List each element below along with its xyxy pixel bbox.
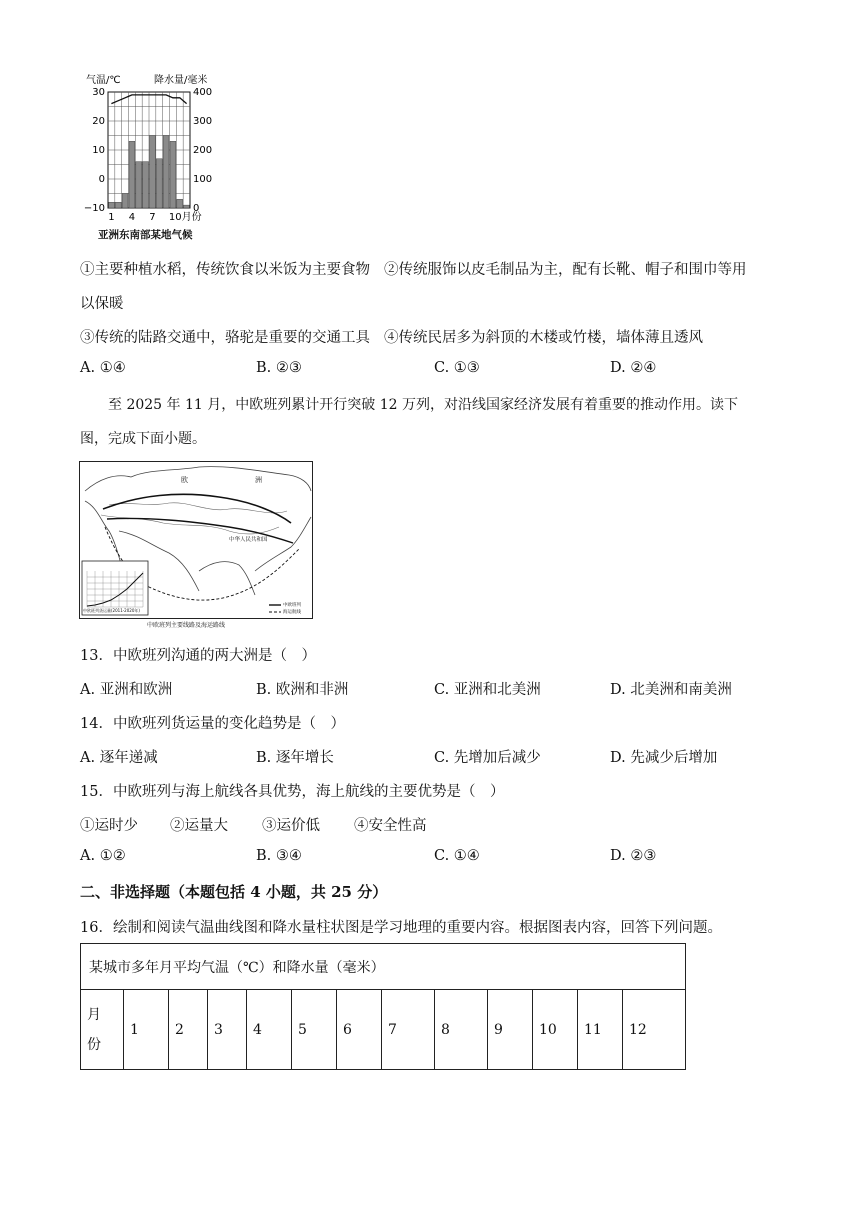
precip-bar xyxy=(150,136,156,209)
precip-bar xyxy=(122,194,128,209)
q13-option-c[interactable]: C. 亚洲和北美洲 xyxy=(434,682,541,698)
q15-option-b[interactable]: B. ③④ xyxy=(256,848,302,864)
intro-line-1: 至 2025 年 11 月，中欧班列累计开行突破 12 万列，对沿线国家经济发展有着重要的推动作用。读下 xyxy=(108,397,738,413)
route-map xyxy=(79,461,313,629)
temp-tick-label: 30 xyxy=(92,87,105,98)
table-month-cell: 3 xyxy=(208,990,247,1070)
precip-bar xyxy=(115,202,121,208)
precip-bar xyxy=(156,159,162,208)
table-month-cell: 10 xyxy=(533,990,578,1070)
q12-option-c[interactable]: C. ①③ xyxy=(434,360,480,376)
temp-tick-label: 10 xyxy=(92,145,105,156)
table-month-cell: 4 xyxy=(247,990,292,1070)
q13-option-b[interactable]: B. 欧洲和非洲 xyxy=(256,682,349,698)
month-tick-label: 4 xyxy=(128,212,136,223)
map-label-europe: 欧 xyxy=(181,476,188,484)
precip-tick-label: 0 xyxy=(193,203,200,214)
map-legend-rail: 中欧班列 xyxy=(283,603,301,608)
precip-bar xyxy=(170,141,176,208)
table-row-label-b: 份 xyxy=(87,1036,101,1053)
map-inset-caption: 中欧班列货运量(2011-2020年) xyxy=(83,608,140,613)
map-label-china: 中华人民共和国 xyxy=(229,537,268,543)
statement-2: ②传统服饰以皮毛制品为主，配有长靴、帽子和围巾等用 xyxy=(384,262,747,278)
section-2-title: 二、非选择题（本题包括 4 小题，共 25 分） xyxy=(80,883,388,901)
q15-statement-1: ①运时少 xyxy=(80,818,138,834)
precip-bar xyxy=(184,205,190,208)
table-month-cell: 1 xyxy=(124,990,169,1070)
q12-option-b[interactable]: B. ②③ xyxy=(256,360,302,376)
climate-chart-caption: 亚洲东南部某地气候 xyxy=(98,229,193,241)
q15-option-c[interactable]: C. ①④ xyxy=(434,848,480,864)
temp-axis-label: 气温/℃ xyxy=(86,75,121,86)
q13-stem: 13．中欧班列沟通的两大洲是（ ） xyxy=(80,648,316,664)
climate-data-table xyxy=(80,943,686,1070)
table-month-cell: 7 xyxy=(382,990,435,1070)
month-tick-label: 7 xyxy=(149,212,156,223)
month-tick-label: 10月份 xyxy=(168,212,202,223)
chart-grid xyxy=(108,92,190,208)
q14-option-b[interactable]: B. 逐年增长 xyxy=(256,750,334,766)
statement-1-2 xyxy=(80,258,747,279)
intro-line-2: 图，完成下面小题。 xyxy=(80,431,206,447)
table-month-cell: 6 xyxy=(337,990,382,1070)
q14-option-d[interactable]: D. 先减少后增加 xyxy=(610,750,718,766)
q15-statement-4: ④安全性高 xyxy=(354,818,427,834)
precip-tick-label: 300 xyxy=(193,116,213,127)
climate-chart-svg xyxy=(80,70,240,245)
table-month-cell: 9 xyxy=(488,990,533,1070)
precip-bar xyxy=(177,199,183,208)
precip-axis-label: 降水量/毫米 xyxy=(154,75,208,86)
q15-stem: 15．中欧班列与海上航线各具优势，海上航线的主要优势是（ ） xyxy=(80,784,505,800)
table-title: 某城市多年月平均气温（℃）和降水量（毫米） xyxy=(81,944,686,990)
precip-bar xyxy=(163,136,169,209)
precip-bar xyxy=(109,202,115,208)
q12-option-a[interactable]: A. ①④ xyxy=(80,360,126,376)
precip-tick-label: 100 xyxy=(193,174,213,185)
climate-chart xyxy=(80,70,240,245)
q14-stem: 14．中欧班列货运量的变化趋势是（ ） xyxy=(80,716,345,732)
q14-option-c[interactable]: C. 先增加后减少 xyxy=(434,750,541,766)
table-row-label xyxy=(81,990,124,1070)
q13-option-a[interactable]: A. 亚洲和欧洲 xyxy=(80,682,173,698)
q15-statement-2: ②运量大 xyxy=(170,818,228,834)
table-month-cell: 2 xyxy=(169,990,208,1070)
table-month-cell: 5 xyxy=(292,990,337,1070)
statement-2-cont: 以保暖 xyxy=(80,296,124,312)
q15-option-d[interactable]: D. ②③ xyxy=(610,848,657,864)
table-month-cell: 8 xyxy=(435,990,488,1070)
map-legend-sea: 海运航线 xyxy=(283,610,301,615)
table-row-label-a: 月 xyxy=(87,1006,101,1023)
q15-option-a[interactable]: A. ①② xyxy=(80,848,126,864)
statement-3-4 xyxy=(80,326,703,347)
route-map-svg xyxy=(79,461,313,629)
q16-stem: 16．绘制和阅读气温曲线图和降水量柱状图是学习地理的重要内容。根据图表内容，回答下列问题。 xyxy=(80,920,722,936)
temp-tick-label: 20 xyxy=(92,116,105,127)
q12-option-d[interactable]: D. ②④ xyxy=(610,360,657,376)
q15-statement-3: ③运价低 xyxy=(262,818,320,834)
q14-option-a[interactable]: A. 逐年递减 xyxy=(80,750,158,766)
table-row-months xyxy=(81,990,686,1070)
statement-1: ①主要种植水稻，传统饮食以米饭为主要食物 xyxy=(80,262,370,278)
precip-bar xyxy=(129,141,135,208)
q13-option-d[interactable]: D. 北美洲和南美洲 xyxy=(610,682,732,698)
precip-tick-label: 400 xyxy=(193,87,213,98)
month-tick-label: 1 xyxy=(108,212,115,223)
map-caption: 中欧班列主要线路及海运路线 xyxy=(147,622,226,629)
precip-bar xyxy=(136,162,142,208)
table-month-cell: 12 xyxy=(623,990,686,1070)
statement-3: ③传统的陆路交通中，骆驼是重要的交通工具 xyxy=(80,330,370,346)
statement-4: ④传统民居多为斜顶的木楼或竹楼，墙体薄且透风 xyxy=(384,330,703,346)
precip-bar xyxy=(143,162,149,208)
precip-tick-label: 200 xyxy=(193,145,213,156)
table-month-cell: 11 xyxy=(578,990,623,1070)
map-label-asia: 洲 xyxy=(255,476,262,484)
temp-tick-label: 0 xyxy=(98,174,105,185)
temp-tick-label: −10 xyxy=(83,203,105,214)
